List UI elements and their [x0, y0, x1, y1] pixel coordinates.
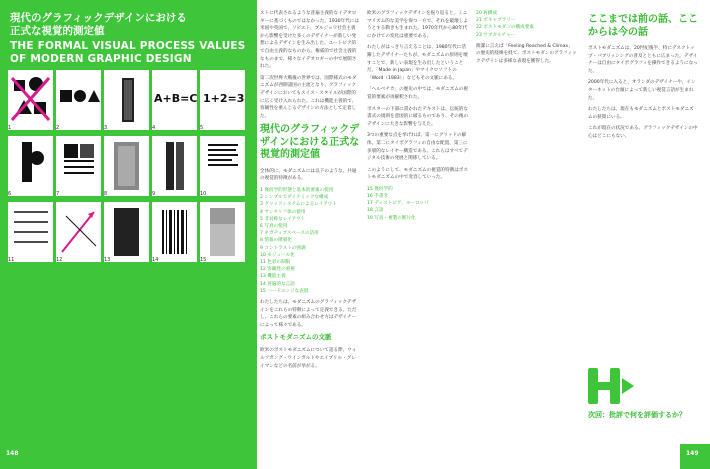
list-item: 23 サブカルチャー: [476, 32, 516, 38]
paragraph: 欧米のポストモダニズムについて語る際、ウォルフガング・ワインガルトやエイプリル・グレイマンなどの名前が挙がる。: [260, 348, 357, 369]
title-en-line2: OF MODERN GRAPHIC DESIGN: [10, 52, 192, 65]
footnote-list: [476, 10, 577, 39]
page-number-right: 149: [686, 450, 699, 457]
list-item: 22 ポストモダンの構成要素: [476, 25, 534, 31]
figure-1: [8, 70, 53, 130]
page-title-english: [10, 40, 250, 65]
blur-icon: [104, 136, 149, 196]
paragraph: 簡潔に言えば「Feeling Reached & Climax」の歴史的経緯を経て、ポストモダンのグラフィックデザインは多様な表現を獲得した。: [476, 43, 577, 64]
figure-6: [8, 136, 53, 196]
paragraph: これが現在の状況である。グラフィックデザインの中心はどこにもない。: [588, 126, 698, 139]
list-item: 10 モジュール化: [260, 252, 295, 258]
figure-number: 11: [8, 257, 15, 262]
figure-2: [56, 70, 101, 130]
figure-number: 15: [200, 257, 207, 262]
figure-number: 5: [200, 125, 204, 130]
figure-11: [8, 202, 53, 262]
paragraph: ポストモダニズムは、20世紀後半、特にデスクトップ・パブリッシングの普及とともに広まった。デザイナーは自由にタイポグラフィを操作できるようになった。: [588, 46, 698, 74]
paragraph: 3つの重要な点を挙げれば、第一にグリッドの解体、第二にタイポグラフィの自由な配置、第三に多層的なレイヤー構造である。これらはすべてデジタル技術の発展と関係している。: [367, 133, 468, 162]
title-jp-line2: 正式な視覚的測定値: [10, 25, 105, 37]
page-title-japanese: [10, 12, 250, 38]
figure-12: [56, 202, 101, 262]
shapes-icon: [56, 70, 101, 130]
figure-number: 4: [152, 125, 156, 130]
figure-number: 9: [152, 191, 156, 196]
next-chapter-graphic: [588, 368, 698, 408]
crossed-figure-icon: [8, 70, 53, 130]
figure-3: [104, 70, 149, 130]
list-item: 4 サンセリフ体の使用: [260, 209, 306, 215]
list-item: 12 客観性の重視: [260, 267, 295, 273]
figure-13: [104, 202, 149, 262]
figure-number: 7: [56, 191, 60, 196]
figure-15: [200, 202, 245, 262]
list-item: 14 普遍的な言語: [260, 281, 295, 287]
paragraph: ポスターの下部に書かれたテキストは、伝統的な書式の規則を意図的に破るものであり、その後のデザインに大きな影響を与えた。: [367, 106, 469, 127]
figure-number: 6: [8, 191, 12, 196]
text-column-d: [588, 10, 698, 145]
figure-9: [152, 136, 197, 196]
figure-number: 8: [104, 191, 108, 196]
footnote-list: [367, 186, 469, 222]
paragraph: 2000年代に入ると、オランダのデザイナーや、インターネットの台頭によって新しい視覚言語が生まれた。: [588, 80, 696, 101]
figure-number: 3: [104, 125, 108, 130]
figure-number: 1: [8, 125, 12, 130]
paragraph: わたしたちは、現在もモダニズムとポストモダニズムの狭間にいる。: [588, 107, 694, 120]
list-item: 13 機能主義: [260, 274, 286, 280]
figure-8: [104, 136, 149, 196]
text-column-b: [367, 10, 469, 222]
figure-10: [200, 136, 245, 196]
diagonal-arrow-icon: [56, 202, 101, 262]
list-item: 3 グリッドシステムによるレイアウト: [260, 202, 337, 208]
list-item: 6 写真の使用: [260, 224, 288, 230]
title-en-line1: THE FORMAL VISUAL PROCESS VALUES: [10, 40, 246, 52]
paragraph: このようにして、モダニズムの視覚的特徴はポストモダニズムの中で変容していった。: [367, 167, 468, 181]
paragraph: 「ヘルベチカ」の歴史の中では、モダニズムの視覚的要素が再解釈された。: [367, 87, 468, 100]
vertical-blocks-icon: [152, 136, 197, 196]
list-item: 19 写真・複製の断片化: [367, 215, 416, 221]
list-item: 20 再構成: [476, 11, 498, 16]
list-item: 16 手書き: [367, 194, 389, 200]
gradient-block-icon: [200, 202, 245, 262]
figure-number: 2: [56, 125, 60, 130]
figure-number: 12: [56, 257, 63, 262]
lines-composition-icon: [8, 202, 53, 262]
figure-number: 13: [104, 257, 111, 262]
list-item: 18 言語: [367, 208, 384, 214]
paragraph: 全体的に、モダニズムには以下のような、共通の視覚的特徴がある。: [260, 168, 357, 182]
text-column-a: [260, 10, 360, 374]
list-item: 15 ハードエッジな表現: [260, 288, 309, 294]
paragraph: 欧米のグラフィックデザインを振り返ると、ミニマリズム的な美学を保つ一方で、それを破壊しようとする動きも生まれた。1970年代から80年代にかけての変化は重要である。: [367, 11, 468, 39]
list-item: 17 ディストピア、ヨーロッパ: [367, 201, 429, 207]
grid-structure-icon: [56, 136, 101, 196]
list-item: 5 非対称なレイアウト: [260, 216, 306, 222]
section-heading: ここまでは前の話、ここからは今の話: [588, 14, 698, 38]
figure-number: 14: [152, 257, 159, 262]
next-chapter-title: 次回：批評で何を評価するか？: [588, 411, 686, 419]
text-column-c: [476, 10, 577, 70]
list-item: 2 シンプルでダイナミックな構成: [260, 195, 329, 201]
page-number-left: 148: [6, 450, 19, 457]
green-panel: [0, 0, 257, 469]
list-item: 8 情報の階層化: [260, 238, 292, 244]
dark-block-icon: [104, 202, 149, 262]
title-jp-line1: 現代のグラフィックデザインにおける: [10, 12, 187, 24]
list-item: 15 幾何学的: [367, 186, 393, 192]
figure-number: 10: [200, 191, 207, 196]
equation-text: 1+2=3: [203, 92, 245, 105]
list-item: 7 ネガティブスペースの活用: [260, 231, 319, 237]
paragraph: わたしがはっきり言えることは、1980年代に活躍したデザイナーたちが、モダニズムの原則を壊すことで、新しい表現を生み出したということだ。「Made in Japan」やマイクロソフトの「Word（1983）」などもその文脈にある。: [367, 45, 468, 81]
feature-list: [260, 187, 360, 295]
section-heading: ポストモダニズムの文脈: [260, 333, 332, 342]
paragraph: 第二次世界大戦後の世界では、国際様式のモダニズムが西側諸国の主流となり、グラフィックデザインにおいてもスイス・スタイルが国際的に広く受け入れられた。これは機能主義的で、客観性を重んじるデザインの方法として定着した。: [260, 75, 357, 119]
section-heading: 現代のグラフィックデザインにおける正式な視覚的測定値: [260, 124, 360, 161]
text-lines-icon: [200, 136, 245, 196]
list-item: 9 コントラストの強調: [260, 245, 306, 251]
figure-5: [200, 70, 245, 130]
list-item: 11 色彩の制限: [260, 260, 291, 266]
figure-14: [152, 202, 197, 262]
barcode-icon: [152, 202, 197, 262]
list-item: 21 ボキャブラリー: [476, 18, 516, 24]
figure-person-icon: [8, 136, 53, 196]
list-item: 1 幾何学的形態と基本的要素の使用: [260, 188, 334, 193]
paragraph: わたしたちは、モダニズムのグラフィックデザインをこれらの特徴によって定義できる。ただし、これらの要素の組み合わせ方はデザイナーによって様々である。: [260, 300, 357, 328]
equation-text: A+B=C: [154, 92, 197, 105]
figure-7: [56, 136, 101, 196]
paragraph: ストに代表されるような普遍主義的なイデオロギーに基づくものではなかった。1930年代には米国や英国で、ソビエト、ブルジョワ社会主義から影響を受けた多くのデザイナーが新しい発想によるデザインを生み出した。ユートピア的で自由主義的なものから、権威的で社会主義的なものまで、様々なイデオロギーの中で展開された。: [260, 11, 359, 70]
text-block-icon: [104, 70, 149, 130]
figure-4: [152, 70, 197, 130]
